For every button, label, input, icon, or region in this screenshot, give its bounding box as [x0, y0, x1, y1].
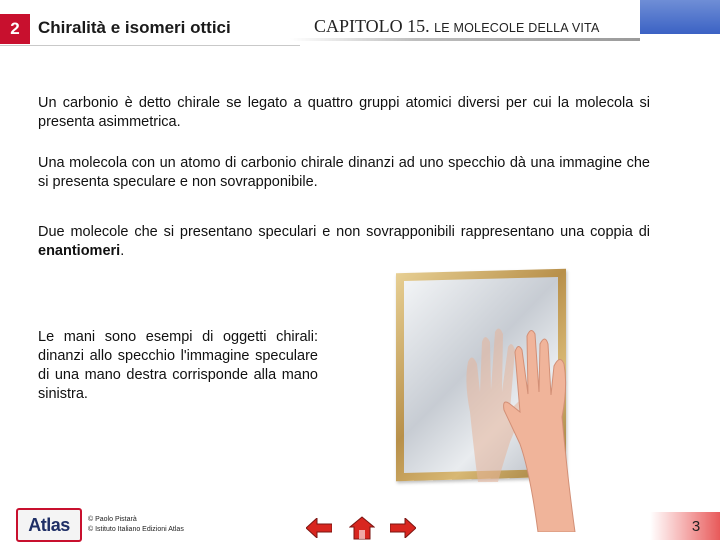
- page-number-box: [650, 512, 720, 540]
- paragraph-enantiomers-start: Due molecole che si presentano speculari e non sovrapponibili rappresentano una coppia di: [38, 224, 650, 240]
- real-hand: [504, 330, 575, 532]
- atlas-logo: Atlas: [16, 508, 82, 542]
- corner-decoration: [640, 0, 720, 34]
- credit-publisher: © Istituto Italiano Edizioni Atlas: [88, 526, 184, 533]
- paragraph-mirror-image: Una molecola con un atomo di carbonio chirale dinanzi ad uno specchio dà una immagine che si presenta speculare e non sovrapponibile.: [38, 155, 650, 190]
- hands-illustration: [450, 292, 590, 532]
- credits: [88, 515, 184, 535]
- back-button[interactable]: [306, 515, 332, 541]
- chapter-divider: [290, 38, 640, 41]
- paragraph-hands: Le mani sono esempi di oggetti chirali: dinanzi allo specchio l'immagine speculare di una mano destra corrisponde alla mano sinistra.: [38, 329, 318, 402]
- page-number: 3: [691, 517, 701, 535]
- paragraph-enantiomers-end: .: [120, 243, 125, 259]
- credit-author: © Paolo Pistarà: [88, 516, 137, 523]
- arrow-right-icon: [390, 518, 416, 538]
- chapter-label: CAPITOLO 15.: [314, 16, 430, 36]
- chapter-subtitle: LE MOLECOLE DELLA VITA: [434, 21, 600, 35]
- header-divider: [0, 45, 300, 46]
- home-button[interactable]: [349, 515, 375, 541]
- section-number-badge: 2: [0, 14, 30, 44]
- arrow-left-icon: [306, 518, 332, 538]
- paragraph-chiral-carbon: Un carbonio è detto chirale se legato a quattro gruppi atomici diversi per cui la molecola si presenta asimmetrica.: [38, 95, 650, 130]
- paragraph-enantiomers: [38, 223, 650, 261]
- home-icon: [349, 516, 375, 540]
- section-title: Chiralità e isomeri ottici: [38, 18, 231, 37]
- chapter-heading: [314, 16, 599, 37]
- term-enantiomeri: enantiomeri: [38, 243, 121, 259]
- forward-button[interactable]: [390, 515, 416, 541]
